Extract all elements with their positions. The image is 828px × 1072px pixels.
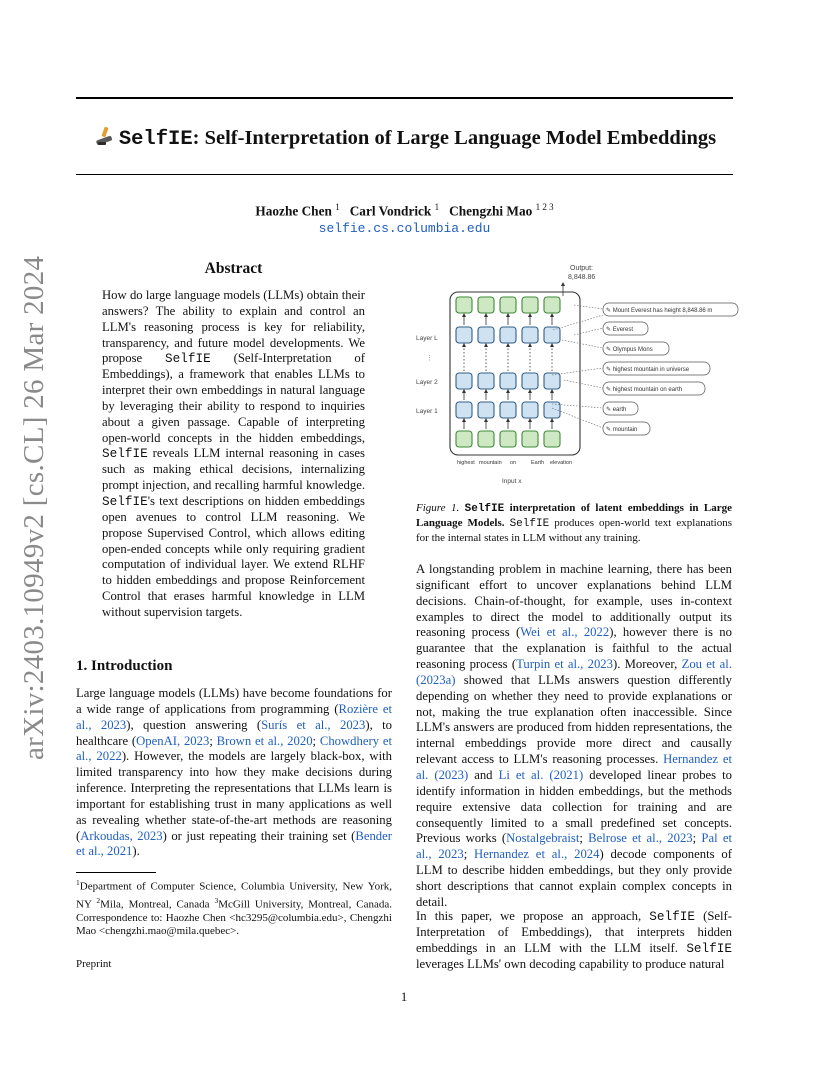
token-label: elevation (550, 460, 573, 466)
svg-text:✎ highest mountain in universe: ✎ highest mountain in universe (606, 367, 690, 373)
svg-text:✎ Everest: ✎ Everest (606, 327, 634, 333)
citation-link[interactable]: Li et al. (2021) (498, 767, 584, 782)
embedding-cell (544, 373, 560, 389)
token-label: mountain (479, 460, 502, 466)
embedding-cell (478, 297, 494, 313)
embedding-cell (500, 373, 516, 389)
citation-link[interactable]: Nostalgebraist (506, 831, 580, 846)
author-name: Carl Vondrick (349, 203, 432, 219)
figure-1-caption: Figure 1. SelfIE interpretation of latent embeddings in Large Language Models. SelfIE produces open-world text explanations for the internal states in LLM without any training. (416, 502, 733, 544)
output-value: 8,848.86 (568, 274, 596, 281)
embedding-grid (456, 297, 560, 447)
embedding-cell (456, 297, 472, 313)
citation-link[interactable]: Turpin et al., 2023 (516, 657, 613, 672)
author-name: Haozhe Chen (255, 203, 332, 219)
author-list (76, 202, 733, 219)
selfie-stick-logo-icon (93, 125, 115, 147)
title-rule-top (76, 97, 733, 99)
method-name: SelfIE (102, 493, 148, 509)
layer-label: Layer 1 (416, 408, 438, 415)
interpretation-box (603, 362, 710, 375)
interpretation-box (603, 342, 669, 355)
embedding-cell (500, 327, 516, 343)
title-text: : Self-Interpretation of Large Language Model Embeddings (192, 127, 717, 149)
embedding-cell (522, 431, 538, 447)
body-paragraph: A longstanding problem in machine learning, there has been significant effort to uncover explanations behind LLM decisions. Chain-of-thought, for example, uses in-context examples to direct the model to additionally output its reasoning process (Wei et al., 2022), however there is no guarantee that the explanation is faithful to the actual reasoning process (Turpin et al., 2023). Moreover, Zou et al. (2023a) showed that LLMs answers question differently depending on whether they need to provide explanations or not, making the true explanation often inaccessible. Since LLM's answers are produced from hidden representations, the internal embeddings provide more direct and causally relevant access to LLM's reasoning processes. Hernandez et al. (2023) and Li et al. (2021) developed linear probes to identify information in hidden embeddings, but the methods require extensive data collection for training and are consequently limited to a small predefined set concepts. Previous works (Nostalgebraist; Belrose et al., 2023; Pal et al., 2023; Hernandez et al., 2024) decode components of LLM to describe hidden embeddings, but they only provide short descriptions that cannot explain complex concepts in detail. (416, 562, 733, 909)
citation-link[interactable]: Zou et al. (2023a) (416, 657, 732, 687)
svg-text:✎ Olympus Mons: ✎ Olympus Mons (606, 347, 653, 353)
citation-link[interactable]: Pal et al., 2023 (416, 831, 733, 862)
citation-link[interactable]: Chowdhery et al., 2022 (76, 733, 392, 764)
method-name: SelfIE (649, 909, 695, 924)
author-affiliation: 1 (434, 202, 440, 212)
embedding-cell (500, 297, 516, 313)
title-rule-bottom (76, 174, 733, 175)
layer-label: Layer L (416, 335, 438, 342)
arxiv-identifier: arXiv:2403.10949v2 [cs.CL] 26 Mar 2024 (18, 255, 50, 760)
paper-title (76, 125, 733, 151)
embedding-cell (522, 327, 538, 343)
embedding-cell (456, 327, 472, 343)
token-label: on (510, 460, 517, 466)
citation-link[interactable]: Brown et al., 2020 (216, 733, 313, 748)
abstract-heading: Abstract (204, 260, 263, 277)
citation-link[interactable]: Bender et al., 2021 (76, 828, 392, 859)
method-name: SelfIE (102, 446, 148, 462)
interpretation-box (603, 382, 705, 395)
embedding-cell (478, 431, 494, 447)
body-paragraph: In this paper, we propose an approach, SelfIE (Self-Interpretation of Embeddings), that interprets hidden embeddings in an LLM with the LLM itself. SelfIE leverages LLMs' own decoding capability to produce natural (416, 909, 733, 971)
project-url-link[interactable]: selfie.cs.columbia.edu (318, 221, 491, 236)
embedding-cell (478, 402, 494, 418)
citation-link[interactable]: Hernandez et al. (2023) (416, 752, 732, 782)
embedding-cell (456, 402, 472, 418)
interpretation-box (603, 422, 650, 435)
title-method-name: SelfIE (118, 128, 193, 151)
interpretation-box (603, 322, 648, 335)
embedding-cell (456, 431, 472, 447)
footnote-rule (76, 872, 156, 873)
embedding-cell (544, 297, 560, 313)
introduction-paragraph: Large language models (LLMs) have become foundations for a wide range of applications from programming (Rozière et al., 2023), question answering (Surís et al., 2023), to healthcare (OpenAI, 2023; Brown et al., 2020; Chowdhery et al., 2022). However, the models are largely black-box, with limited transparency into how they make decisions during inference. Interpreting the representations that LLMs learn is important for establishing trust in many applications as well as revealing whether state-of-the-art methods are reasoning (Arkoudas, 2023) or just repeating their training set (Bender et al., 2021). (76, 686, 393, 859)
embedding-cell (544, 327, 560, 343)
figure-1-diagram (412, 258, 742, 490)
output-label: Output: (570, 265, 593, 272)
author-affiliation: 1 (335, 202, 340, 212)
section-heading-introduction: 1. Introduction (76, 658, 173, 674)
embedding-cell (478, 327, 494, 343)
method-name: SelfIE (165, 351, 211, 367)
embedding-cell (544, 431, 560, 447)
token-label: Earth (531, 460, 545, 466)
embedding-cell (522, 297, 538, 313)
citation-link[interactable]: Arkoudas, 2023 (80, 828, 163, 843)
citation-link[interactable]: Wei et al., 2022 (520, 625, 610, 640)
method-name: SelfIE (686, 940, 732, 956)
svg-text:✎ earth: ✎ earth (606, 407, 627, 413)
embedding-cell (478, 373, 494, 389)
svg-text:✎ highest mountain on earth: ✎ highest mountain on earth (606, 387, 683, 393)
citation-link[interactable]: Rozière et al., 2023 (76, 701, 393, 732)
citation-link[interactable]: Hernandez et al., 2024 (474, 847, 600, 862)
svg-text:✎ mountain: ✎ mountain (606, 427, 638, 433)
layer-label: Layer 2 (416, 379, 438, 386)
author-affiliation: 1 2 3 (535, 202, 554, 212)
citation-link[interactable]: Belrose et al., 2023 (588, 831, 693, 846)
preprint-label: Preprint (76, 958, 112, 970)
affiliation-footnote: $^1$Department of Computer Science, Columbia University, New York, NY $^2$Mila, Montreal, Canada $^3$McGill University, Montreal, Canada. Correspondence to: Haozhe Chen <hc3295@columbia.edu>, Chengzhi Mao <chengzhi.mao@mila.quebec>. (76, 878, 392, 938)
input-label: Input x (502, 478, 522, 485)
interpretation-box (603, 303, 738, 316)
token-label: highest (457, 460, 475, 466)
citation-link[interactable]: Surís et al., 2023 (261, 717, 366, 732)
layer-ellipsis: ⋮ (426, 355, 433, 362)
author-name: Chengzhi Mao (449, 203, 533, 219)
embedding-cell (500, 402, 516, 418)
embedding-cell (522, 402, 538, 418)
svg-text:✎ Mount Everest has height 8,8: ✎ Mount Everest has height 8,848.86 m (606, 308, 713, 314)
abstract-text: How do large language models (LLMs) obtain their answers? The ability to explain and control an LLM's reasoning process is key for reliability, transparency, and future model developments. We propose SelfIE (Self-Interpretation of Embeddings), a framework that enables LLMs to interpret their own embeddings in natural language by leveraging their ability to respond to inquiries about a given passage. Capable of interpreting open-world concepts in the hidden embeddings, SelfIE reveals LLM internal reasoning in cases such as making ethical decisions, internalizing prompt injection, and recalling harmful knowledge. SelfIE's text descriptions on hidden embeddings open avenues to control LLM reasoning. We propose Supervised Control, which allows editing open-ended concepts while only requiring gradient computation of individual layer. We extend RLHF to hidden embeddings and propose Reinforcement Control that erases harmful knowledge in LLM without supervision targets. (102, 288, 365, 619)
interpretation-box (603, 402, 638, 415)
page-number: 1 (400, 990, 408, 1004)
embedding-cell (456, 373, 472, 389)
citation-link[interactable]: OpenAI, 2023 (136, 733, 210, 748)
embedding-cell (544, 402, 560, 418)
embedding-cell (500, 431, 516, 447)
embedding-cell (522, 373, 538, 389)
